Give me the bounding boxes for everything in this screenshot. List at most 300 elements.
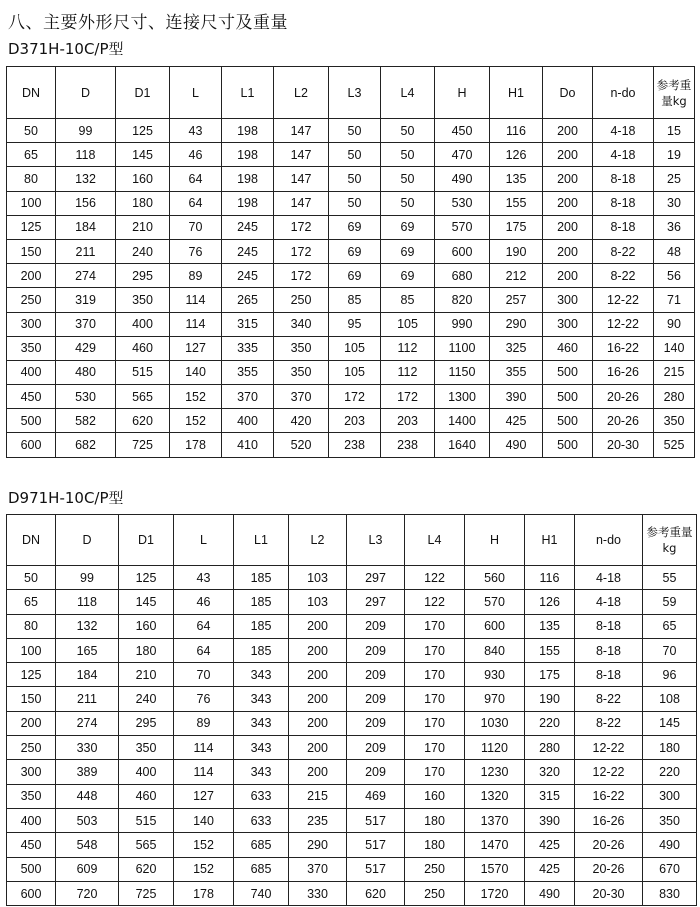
table-cell: 200 (289, 614, 347, 638)
table-cell: 15 (654, 119, 695, 143)
table-cell: 90 (654, 312, 695, 336)
table-cell: 180 (116, 191, 170, 215)
table-cell: 50 (381, 143, 435, 167)
table-cell: 172 (274, 239, 329, 263)
table-cell: 490 (525, 881, 575, 905)
table-cell: 150 (7, 687, 56, 711)
table-cell: 257 (490, 288, 543, 312)
table-cell: 43 (170, 119, 222, 143)
table-cell: 160 (119, 614, 174, 638)
table-cell: 20-30 (575, 881, 643, 905)
table-cell: 840 (465, 638, 525, 662)
table-cell: 112 (381, 336, 435, 360)
table-row (7, 167, 695, 191)
table-cell: 69 (329, 264, 381, 288)
table-cell: 212 (490, 264, 543, 288)
table-cell: 450 (7, 833, 56, 857)
table-cell: 190 (525, 687, 575, 711)
table-cell: 295 (116, 264, 170, 288)
table-cell: 582 (56, 409, 116, 433)
table-cell: 125 (7, 663, 56, 687)
table-cell: 8-18 (593, 191, 654, 215)
table-cell: 114 (174, 760, 234, 784)
table-cell: 210 (116, 215, 170, 239)
table-cell: 155 (490, 191, 543, 215)
table-cell: 200 (289, 736, 347, 760)
table-cell: 209 (347, 638, 405, 662)
table-cell: 175 (525, 663, 575, 687)
table-cell: 425 (490, 409, 543, 433)
table-cell: 116 (490, 119, 543, 143)
table-cell: 720 (56, 881, 119, 905)
table-cell: 220 (643, 760, 697, 784)
table-cell: 100 (7, 638, 56, 662)
table-cell: 245 (222, 239, 274, 263)
table-cell: 609 (56, 857, 119, 881)
table-cell: 389 (56, 760, 119, 784)
column-header: L (174, 515, 234, 566)
table-cell: 300 (643, 784, 697, 808)
table-cell: 370 (222, 385, 274, 409)
table-cell: 200 (543, 215, 593, 239)
table-cell: 355 (490, 360, 543, 384)
table-row (7, 312, 695, 336)
table-cell: 525 (654, 433, 695, 457)
table-cell: 425 (525, 857, 575, 881)
table-cell: 211 (56, 239, 116, 263)
table-cell: 343 (234, 663, 289, 687)
table-cell: 152 (170, 409, 222, 433)
table-cell: 480 (56, 360, 116, 384)
dimension-table-d371 (6, 66, 695, 458)
table-cell: 170 (405, 760, 465, 784)
table-cell: 156 (56, 191, 116, 215)
table-cell: 172 (329, 385, 381, 409)
table-cell: 209 (347, 711, 405, 735)
table-cell: 215 (654, 360, 695, 384)
table-cell: 1320 (465, 784, 525, 808)
table-cell: 175 (490, 215, 543, 239)
table-cell: 220 (525, 711, 575, 735)
table-cell: 8-18 (593, 215, 654, 239)
table-cell: 203 (381, 409, 435, 433)
table-row (7, 760, 697, 784)
table-cell: 180 (405, 808, 465, 832)
table-cell: 125 (119, 566, 174, 590)
column-header: H (465, 515, 525, 566)
table-cell: 65 (7, 590, 56, 614)
table-cell: 50 (7, 566, 56, 590)
table-cell: 350 (274, 360, 329, 384)
table-cell: 410 (222, 433, 274, 457)
table-cell: 490 (490, 433, 543, 457)
table-cell: 1400 (435, 409, 490, 433)
table-cell: 172 (274, 215, 329, 239)
table-cell: 280 (525, 736, 575, 760)
column-header: n-do (593, 67, 654, 119)
table-cell: 343 (234, 736, 289, 760)
table-cell: 1030 (465, 711, 525, 735)
table-cell: 300 (543, 312, 593, 336)
table-cell: 600 (465, 614, 525, 638)
table-row (7, 687, 697, 711)
table-cell: 4-18 (575, 566, 643, 590)
table-cell: 55 (643, 566, 697, 590)
table-cell: 116 (525, 566, 575, 590)
table-cell: 172 (381, 385, 435, 409)
table-cell: 112 (381, 360, 435, 384)
table-cell: 215 (289, 784, 347, 808)
table-cell: 145 (643, 711, 697, 735)
table-cell: 680 (435, 264, 490, 288)
table-cell: 335 (222, 336, 274, 360)
table-cell: 69 (329, 215, 381, 239)
table-cell: 290 (490, 312, 543, 336)
table-cell: 50 (329, 167, 381, 191)
table-cell: 8-22 (593, 264, 654, 288)
table-cell: 140 (174, 808, 234, 832)
table-cell: 185 (234, 638, 289, 662)
table-cell: 122 (405, 566, 465, 590)
table-cell: 170 (405, 638, 465, 662)
model-title-d971: D971H-10C/P型 (8, 489, 124, 507)
table-cell: 685 (234, 833, 289, 857)
table-cell: 200 (543, 143, 593, 167)
table-cell: 429 (56, 336, 116, 360)
table-cell: 355 (222, 360, 274, 384)
table-cell: 200 (289, 663, 347, 687)
table-cell: 155 (525, 638, 575, 662)
table-cell: 185 (234, 566, 289, 590)
table-cell: 500 (543, 433, 593, 457)
table-cell: 295 (119, 711, 174, 735)
table-cell: 238 (329, 433, 381, 457)
table-cell: 105 (381, 312, 435, 336)
table-cell: 1100 (435, 336, 490, 360)
table-cell: 350 (116, 288, 170, 312)
table-cell: 490 (435, 167, 490, 191)
table-row (7, 736, 697, 760)
table-cell: 12-22 (593, 288, 654, 312)
table-cell: 99 (56, 119, 116, 143)
table-cell: 830 (643, 881, 697, 905)
table-cell: 448 (56, 784, 119, 808)
table-cell: 274 (56, 711, 119, 735)
table-cell: 198 (222, 119, 274, 143)
table-row (7, 288, 695, 312)
column-header: 参考重量kg (643, 515, 697, 566)
table-cell: 8-18 (575, 663, 643, 687)
table-cell: 548 (56, 833, 119, 857)
table-cell: 152 (174, 833, 234, 857)
table-row (7, 264, 695, 288)
table-row (7, 143, 695, 167)
table-row (7, 566, 697, 590)
table-cell: 1300 (435, 385, 490, 409)
table-header-row (7, 515, 697, 566)
table-cell: 515 (116, 360, 170, 384)
table-row (7, 590, 697, 614)
table-cell: 245 (222, 264, 274, 288)
table-cell: 12-22 (575, 760, 643, 784)
table-cell: 670 (643, 857, 697, 881)
table-cell: 118 (56, 143, 116, 167)
table-cell: 517 (347, 857, 405, 881)
column-header: n-do (575, 515, 643, 566)
column-header: D1 (119, 515, 174, 566)
table-cell: 50 (381, 119, 435, 143)
table-cell: 145 (116, 143, 170, 167)
table-cell: 105 (329, 360, 381, 384)
table-row (7, 857, 697, 881)
table-row (7, 663, 697, 687)
table-cell: 165 (56, 638, 119, 662)
table-cell: 114 (170, 312, 222, 336)
table-cell: 160 (116, 167, 170, 191)
table-cell: 620 (119, 857, 174, 881)
table-row (7, 360, 695, 384)
table-cell: 265 (222, 288, 274, 312)
table-cell: 125 (116, 119, 170, 143)
table-row (7, 638, 697, 662)
table-row (7, 711, 697, 735)
table-row (7, 833, 697, 857)
table-cell: 400 (7, 360, 56, 384)
table-cell: 1640 (435, 433, 490, 457)
table-cell: 89 (170, 264, 222, 288)
table-cell: 64 (174, 638, 234, 662)
column-header: 参考重量kg (654, 67, 695, 119)
table-cell: 122 (405, 590, 465, 614)
table-row (7, 433, 695, 457)
table-cell: 400 (116, 312, 170, 336)
column-header: D (56, 515, 119, 566)
table-cell: 290 (289, 833, 347, 857)
table-cell: 4-18 (593, 119, 654, 143)
table-cell: 76 (174, 687, 234, 711)
table-cell: 64 (174, 614, 234, 638)
table-cell: 170 (405, 687, 465, 711)
column-header: L3 (347, 515, 405, 566)
table-cell: 170 (405, 711, 465, 735)
table-cell: 8-18 (575, 614, 643, 638)
table-cell: 620 (116, 409, 170, 433)
table-cell: 105 (329, 336, 381, 360)
table-cell: 150 (7, 239, 56, 263)
table-cell: 209 (347, 760, 405, 784)
table-cell: 325 (490, 336, 543, 360)
table-cell: 147 (274, 143, 329, 167)
table-cell: 20-26 (593, 409, 654, 433)
table-cell: 46 (174, 590, 234, 614)
table-cell: 89 (174, 711, 234, 735)
table-cell: 125 (7, 215, 56, 239)
table-cell: 350 (274, 336, 329, 360)
table-cell: 70 (174, 663, 234, 687)
table-row (7, 336, 695, 360)
table-cell: 20-26 (575, 833, 643, 857)
table-cell: 930 (465, 663, 525, 687)
table-cell: 172 (274, 264, 329, 288)
column-header: H1 (525, 515, 575, 566)
table-cell: 209 (347, 663, 405, 687)
column-header: L3 (329, 67, 381, 119)
table-cell: 20-26 (593, 385, 654, 409)
table-cell: 211 (56, 687, 119, 711)
table-cell: 59 (643, 590, 697, 614)
table-cell: 145 (119, 590, 174, 614)
table-cell: 180 (119, 638, 174, 662)
table-cell: 460 (119, 784, 174, 808)
table-cell: 490 (643, 833, 697, 857)
table-cell: 400 (7, 808, 56, 832)
table-cell: 126 (490, 143, 543, 167)
table-cell: 160 (405, 784, 465, 808)
table-cell: 56 (654, 264, 695, 288)
table-cell: 70 (643, 638, 697, 662)
table-cell: 200 (543, 167, 593, 191)
dimension-table-d971 (6, 514, 697, 906)
table-cell: 135 (525, 614, 575, 638)
table-cell: 1370 (465, 808, 525, 832)
table-cell: 200 (543, 239, 593, 263)
table-cell: 500 (7, 857, 56, 881)
table-cell: 517 (347, 833, 405, 857)
table-cell: 209 (347, 736, 405, 760)
table-cell: 517 (347, 808, 405, 832)
table-cell: 370 (56, 312, 116, 336)
table-cell: 350 (7, 336, 56, 360)
table-cell: 4-18 (575, 590, 643, 614)
column-header: D1 (116, 67, 170, 119)
table-cell: 600 (7, 433, 56, 457)
table-cell: 69 (381, 264, 435, 288)
table-cell: 8-22 (575, 711, 643, 735)
table-cell: 103 (289, 566, 347, 590)
table-cell: 19 (654, 143, 695, 167)
table-cell: 297 (347, 566, 405, 590)
table-cell: 565 (119, 833, 174, 857)
table-cell: 240 (116, 239, 170, 263)
table-cell: 740 (234, 881, 289, 905)
table-cell: 126 (525, 590, 575, 614)
table-cell: 350 (119, 736, 174, 760)
table-cell: 103 (289, 590, 347, 614)
table-cell: 147 (274, 119, 329, 143)
table-cell: 460 (543, 336, 593, 360)
table-cell: 99 (56, 566, 119, 590)
table-row (7, 784, 697, 808)
column-header: L2 (274, 67, 329, 119)
table-cell: 370 (274, 385, 329, 409)
table-cell: 1120 (465, 736, 525, 760)
table-cell: 140 (654, 336, 695, 360)
table-cell: 127 (174, 784, 234, 808)
table-cell: 469 (347, 784, 405, 808)
table-cell: 69 (329, 239, 381, 263)
table-cell: 460 (116, 336, 170, 360)
table-cell: 198 (222, 143, 274, 167)
table-cell: 132 (56, 614, 119, 638)
table-cell: 76 (170, 239, 222, 263)
table-cell: 190 (490, 239, 543, 263)
table-cell: 200 (543, 191, 593, 215)
table-cell: 85 (329, 288, 381, 312)
table-cell: 147 (274, 167, 329, 191)
table-cell: 250 (7, 736, 56, 760)
table-cell: 200 (289, 711, 347, 735)
table-cell: 184 (56, 215, 116, 239)
table-cell: 970 (465, 687, 525, 711)
table-cell: 343 (234, 760, 289, 784)
table-row (7, 881, 697, 905)
column-header: H1 (490, 67, 543, 119)
table-cell: 500 (7, 409, 56, 433)
table-cell: 50 (381, 191, 435, 215)
table-header-row (7, 67, 695, 119)
table-cell: 200 (7, 264, 56, 288)
table-cell: 135 (490, 167, 543, 191)
column-header: Do (543, 67, 593, 119)
table-cell: 64 (170, 191, 222, 215)
table-cell: 16-22 (575, 784, 643, 808)
table-cell: 1470 (465, 833, 525, 857)
table-cell: 633 (234, 808, 289, 832)
model-title-d371: D371H-10C/P型 (8, 40, 124, 58)
column-header: L2 (289, 515, 347, 566)
table-cell: 185 (234, 614, 289, 638)
table-cell: 500 (543, 360, 593, 384)
table-cell: 36 (654, 215, 695, 239)
column-header: L1 (222, 67, 274, 119)
table-cell: 390 (490, 385, 543, 409)
table-cell: 420 (274, 409, 329, 433)
table-cell: 320 (525, 760, 575, 784)
table-cell: 340 (274, 312, 329, 336)
table-cell: 390 (525, 808, 575, 832)
table-row (7, 119, 695, 143)
table-cell: 1720 (465, 881, 525, 905)
table-cell: 725 (119, 881, 174, 905)
table-cell: 185 (234, 590, 289, 614)
table-cell: 238 (381, 433, 435, 457)
table-cell: 209 (347, 614, 405, 638)
table-cell: 633 (234, 784, 289, 808)
table-cell: 235 (289, 808, 347, 832)
table-cell: 4-18 (593, 143, 654, 167)
table-cell: 114 (174, 736, 234, 760)
column-header: L4 (381, 67, 435, 119)
table-cell: 16-22 (593, 336, 654, 360)
column-header: L (170, 67, 222, 119)
table-cell: 198 (222, 191, 274, 215)
column-header: DN (7, 515, 56, 566)
table-row (7, 385, 695, 409)
table-cell: 530 (435, 191, 490, 215)
table-cell: 140 (170, 360, 222, 384)
table-cell: 200 (7, 711, 56, 735)
column-header: L4 (405, 515, 465, 566)
table-cell: 343 (234, 711, 289, 735)
table-cell: 46 (170, 143, 222, 167)
table-row (7, 191, 695, 215)
table-cell: 210 (119, 663, 174, 687)
table-cell: 69 (381, 239, 435, 263)
table-cell: 400 (222, 409, 274, 433)
table-cell: 95 (329, 312, 381, 336)
table-cell: 147 (274, 191, 329, 215)
table-cell: 370 (289, 857, 347, 881)
